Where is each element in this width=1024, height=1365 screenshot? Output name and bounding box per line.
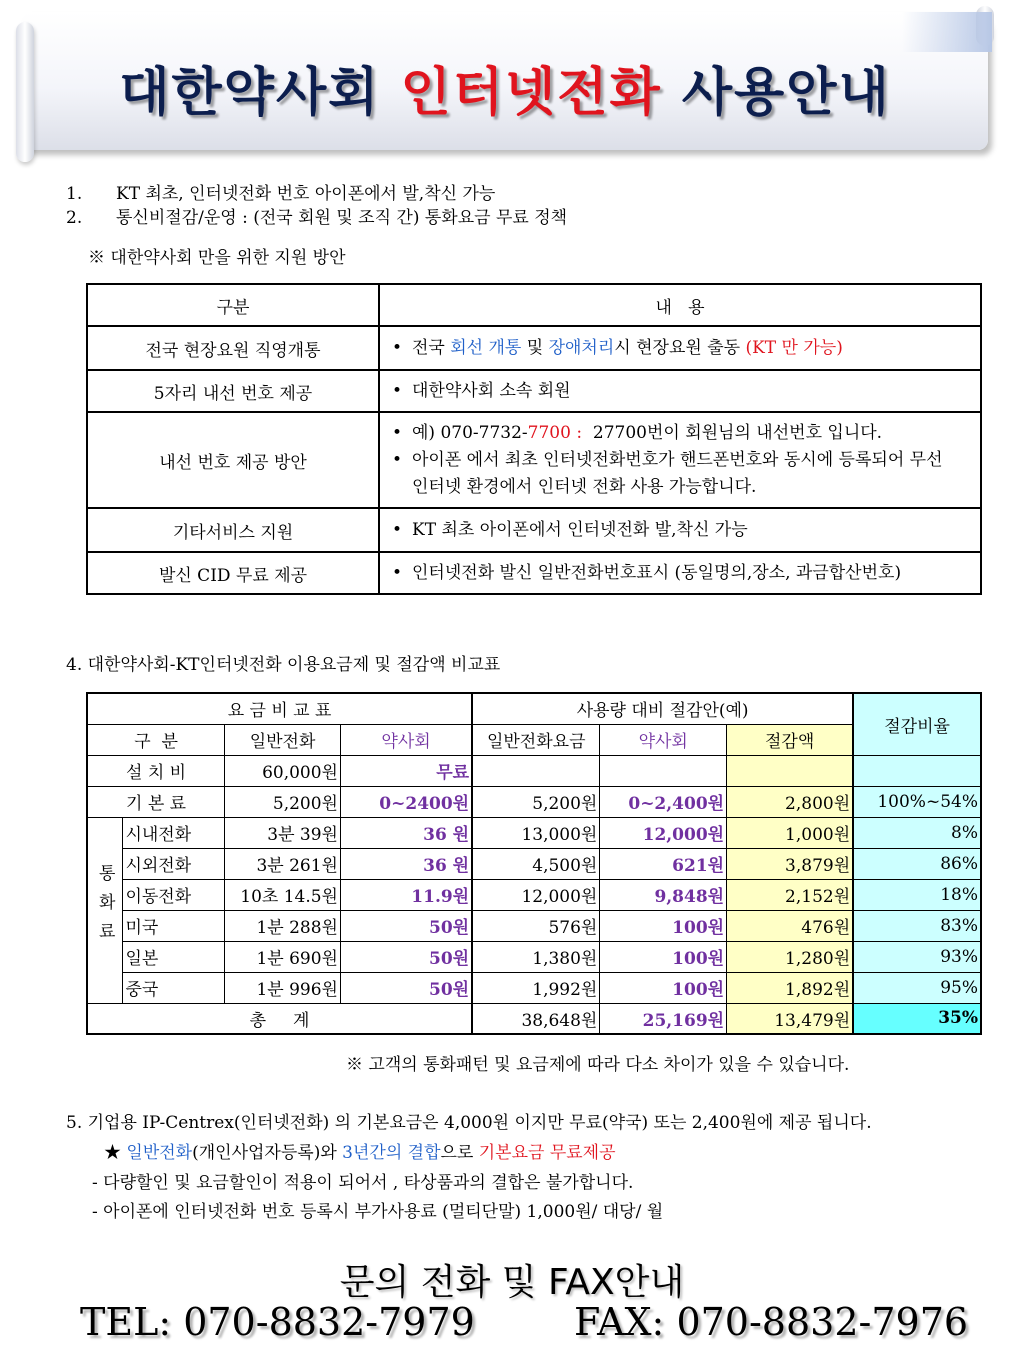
cell-general: 1분 996원: [225, 972, 341, 1003]
cell-pharm: 50원: [340, 941, 472, 972]
header-gubun: 구 분: [87, 724, 225, 755]
cell-gfee: 13,000원: [472, 817, 600, 848]
cell-ratio: 18%: [853, 879, 981, 910]
header-general: 일반전화: [225, 724, 341, 755]
section4-title: 4. 대한약사회-KT인터넷전화 이용요금제 및 절감액 비교표: [66, 655, 501, 675]
cell-pfee: 100원: [600, 910, 727, 941]
header-compare: 요 금 비 교 표: [87, 693, 472, 724]
section5-line4: - 아이폰에 인터넷전화 번호 등록시 부가사용료 (멀티단말) 1,000원/ 대당/ 월: [92, 1202, 664, 1222]
total-label: 총 계: [87, 1003, 472, 1034]
row3-content: • 예) 070-7732-7700 : 27700번이 회원님의 내선번호 입니다. • 아이폰 에서 최초 인터넷전화번호가 핸드폰번호와 동시에 등록되어 무선인터넷 환경에서 인터넷 전화 사용 가능합니다.: [379, 412, 981, 508]
cell-saved: [727, 755, 854, 786]
title-part3: 사용안내: [681, 63, 891, 123]
row2-content: • 대한약사회 소속 회원: [379, 370, 981, 412]
row-label: 이동전화: [123, 879, 225, 910]
row1-label: 전국 현장요원 직영개통: [87, 326, 379, 370]
cell-pharm: 50원: [340, 910, 472, 941]
title-banner: [22, 12, 992, 162]
tel-number: TEL: 070-8832-7979: [80, 1300, 475, 1344]
cell-pharm: 36 원: [340, 817, 472, 848]
row5-content: • 인터넷전화 발신 일반전화번호표시 (동일명의,장소, 과금합산번호): [379, 552, 981, 594]
cell-pfee: 0~2,400원: [600, 786, 727, 817]
cell-general: 10초 14.5원: [225, 879, 341, 910]
cell-saved: 2,152원: [727, 879, 854, 910]
rate-note: ※ 고객의 통화패턴 및 요금제에 따라 다소 차이가 있을 수 있습니다.: [346, 1055, 850, 1075]
header-general-fee: 일반전화요금: [472, 724, 600, 755]
total-pfee: 25,169원: [600, 1003, 727, 1034]
header-pharm2: 약사회: [600, 724, 727, 755]
contact-numbers: [80, 1300, 968, 1344]
cell-ratio: 83%: [853, 910, 981, 941]
cell-saved: 3,879원: [727, 848, 854, 879]
cell-general: 1분 288원: [225, 910, 341, 941]
cell-ratio: 8%: [853, 817, 981, 848]
cell-pfee: 9,848원: [600, 879, 727, 910]
intro-item-2: 2. 통신비절감/운영 : (전국 회원 및 조직 간) 통화요금 무료 정책: [66, 208, 568, 228]
header-saved: 절감액: [727, 724, 854, 755]
cell-pharm: 무료: [340, 755, 472, 786]
cell-gfee: 5,200원: [472, 786, 600, 817]
support-table: [86, 283, 982, 595]
total-saved: 13,479원: [727, 1003, 854, 1034]
total-ratio: 35%: [853, 1003, 981, 1034]
row-label: 설 치 비: [87, 755, 225, 786]
cell-ratio: 95%: [853, 972, 981, 1003]
row-label: 미국: [123, 910, 225, 941]
cell-pfee: 621원: [600, 848, 727, 879]
row4-label: 기타서비스 지원: [87, 508, 379, 552]
cell-general: 1분 690원: [225, 941, 341, 972]
sky-decoration: [902, 12, 992, 52]
fax-number: FAX: 070-8832-7976: [574, 1300, 969, 1344]
row-label: 시내전화: [123, 817, 225, 848]
cell-general: 60,000원: [225, 755, 341, 786]
cell-saved: 1,892원: [727, 972, 854, 1003]
cell-gfee: 12,000원: [472, 879, 600, 910]
row2-label: 5자리 내선 번호 제공: [87, 370, 379, 412]
cell-gfee: 1,380원: [472, 941, 600, 972]
cell-ratio: 86%: [853, 848, 981, 879]
cell-pharm: 11.9원: [340, 879, 472, 910]
cell-saved: 476원: [727, 910, 854, 941]
cell-pharm: 50원: [340, 972, 472, 1003]
section5-line2: ★ 일반전화(개인사업자등록)와 3년간의 결합으로 기본요금 무료제공: [104, 1143, 616, 1163]
row4-content: • KT 최초 아이폰에서 인터넷전화 발,착신 가능: [379, 508, 981, 552]
title-part2: 인터넷전화: [400, 63, 662, 123]
section5-line1: 5. 기업용 IP-Centrex(인터넷전화) 의 기본요금은 4,000원 이지만 무료(약국) 또는 2,400원에 제공 됩니다.: [66, 1113, 872, 1133]
contact-heading: 문의 전화 및 FAX안내: [339, 1262, 685, 1303]
cell-ratio: 100%~54%: [853, 786, 981, 817]
cell-ratio: [853, 755, 981, 786]
cell-pfee: 100원: [600, 972, 727, 1003]
cell-pharm: 0~2400원: [340, 786, 472, 817]
total-gfee: 38,648원: [472, 1003, 600, 1034]
row1-content: • 전국 회선 개통 및 장애처리시 현장요원 출동 (KT 만 가능): [379, 326, 981, 370]
cell-gfee: [472, 755, 600, 786]
cell-saved: 1,280원: [727, 941, 854, 972]
cell-gfee: 576원: [472, 910, 600, 941]
header-pharm: 약사회: [340, 724, 472, 755]
cell-pfee: 12,000원: [600, 817, 727, 848]
cell-ratio: 93%: [853, 941, 981, 972]
cell-general: 5,200원: [225, 786, 341, 817]
cell-pharm: 36 원: [340, 848, 472, 879]
row5-label: 발신 CID 무료 제공: [87, 552, 379, 594]
call-group-label: 통화료: [87, 817, 123, 1003]
page-title: [22, 50, 988, 125]
section5-line3: - 다량할인 및 요금할인이 적용이 되어서 , 타상품과의 결합은 불가합니다.: [92, 1173, 634, 1193]
cell-pfee: 100원: [600, 941, 727, 972]
cell-general: 3분 39원: [225, 817, 341, 848]
cell-gfee: 1,992원: [472, 972, 600, 1003]
rate-table: [86, 692, 982, 1035]
cell-saved: 2,800원: [727, 786, 854, 817]
intro-item-1: 1. KT 최초, 인터넷전화 번호 아이폰에서 발,착신 가능: [66, 184, 496, 204]
support-note: ※ 대한약사회 만을 위한 지원 방안: [88, 248, 346, 268]
header-content: 내 용: [379, 284, 981, 326]
row-label: 일본: [123, 941, 225, 972]
title-part1: 대한약사회: [119, 63, 381, 123]
cell-general: 3분 261원: [225, 848, 341, 879]
header-gubun: 구분: [87, 284, 379, 326]
cell-gfee: 4,500원: [472, 848, 600, 879]
row3-label: 내선 번호 제공 방안: [87, 412, 379, 508]
cell-pfee: [600, 755, 727, 786]
row-label: 중국: [123, 972, 225, 1003]
header-savings: 사용량 대비 절감안(예): [472, 693, 853, 724]
row-label: 시외전화: [123, 848, 225, 879]
cell-saved: 1,000원: [727, 817, 854, 848]
header-ratio: 절감비율: [853, 693, 981, 755]
row-label: 기 본 료: [87, 786, 225, 817]
